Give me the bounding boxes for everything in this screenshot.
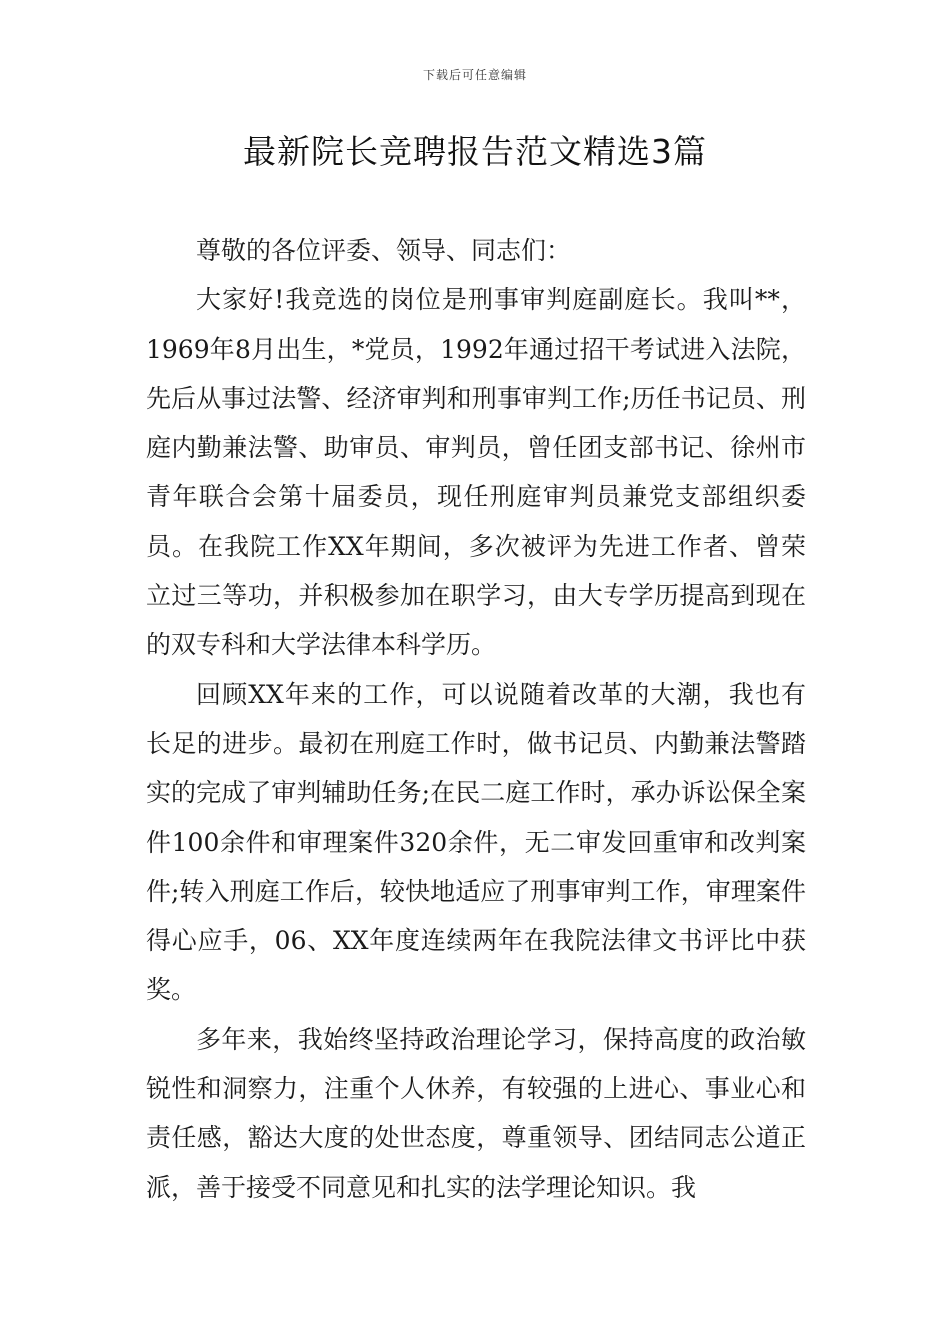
document-title: 最新院长竞聘报告范文精选3篇 — [243, 132, 707, 171]
body-paragraph: 回顾XX年来的工作，可以说随着改革的大潮，我也有长足的进步。最初在刑庭工作时，做书记员、内勤兼法警踏实的完成了审判辅助任务;在民二庭工作时，承办诉讼保全案件100余件和审理案件320余件，无二审发回重审和改判案件;转入刑庭工作后，较快地适应了刑事审判工作，审理案件得心应手，06、XX年度连续两年在我院法律文书评比中获奖。 — [146, 679, 806, 1005]
body-paragraph: 大家好!我竞选的岗位是刑事审判庭副庭长。我叫**，1969年8月出生，*党员，1992年通过招干考试进入法院，先后从事过法警、经济审判和刑事审判工作;历任书记员、刑庭内勤兼法警、助审员、审判员，曾任团支部书记、徐州市青年联合会第十届委员，现任刑庭审判员兼党支部组织委员。在我院工作XX年期间，多次被评为先进工作者、曾荣立过三等功，并积极参加在职学习，由大专学历提高到现在的双专科和大学法律本科学历。 — [146, 285, 806, 660]
document-body — [146, 226, 806, 1212]
salutation-paragraph: 尊敬的各位评委、领导、同志们： — [196, 236, 572, 265]
header-note: 下载后可任意编辑 — [422, 68, 527, 82]
body-paragraph: 多年来，我始终坚持政治理论学习，保持高度的政治敏锐性和洞察力，注重个人休养，有较强的上进心、事业心和责任感，豁达大度的处世态度，尊重领导、团结同志公道正派，善于接受不同意见和扎实的法学理论知识。我 — [146, 1024, 806, 1202]
